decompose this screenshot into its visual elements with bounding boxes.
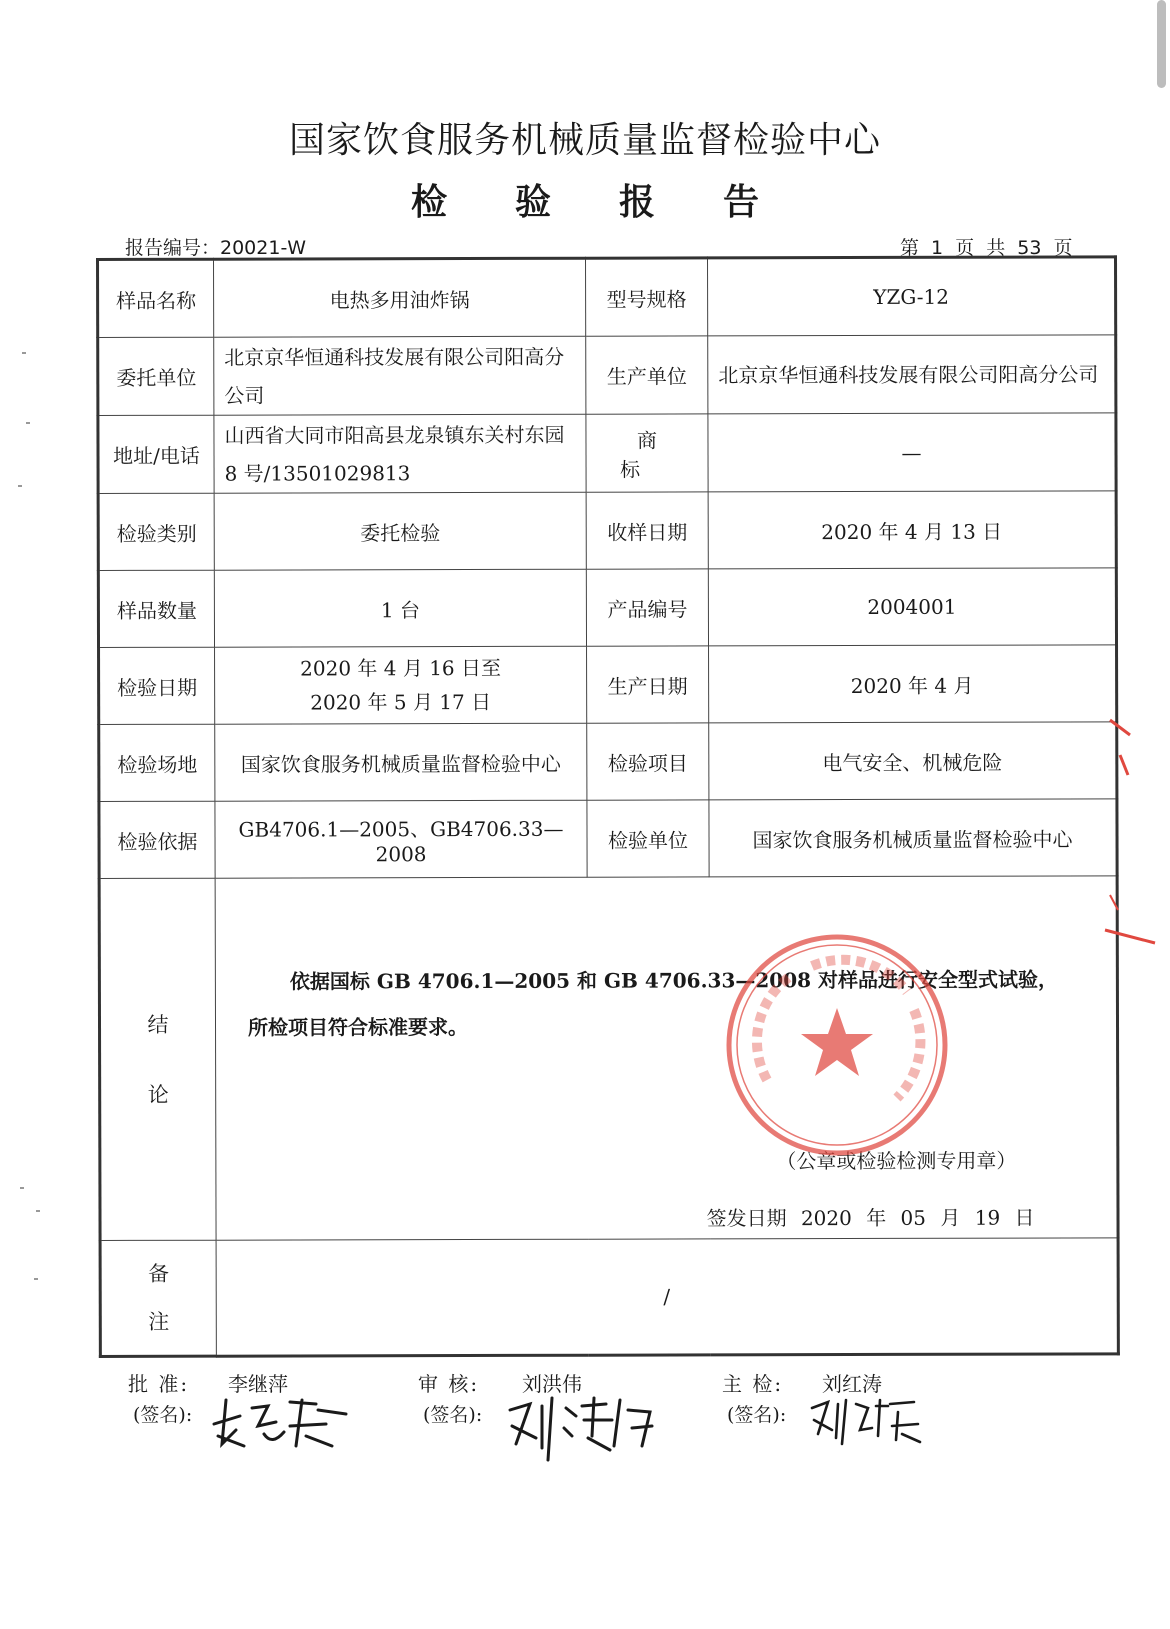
scan-speck (36, 1210, 40, 1212)
approve-handwritten-signature (206, 1386, 356, 1456)
model-value: YZG-12 (708, 257, 1116, 336)
sample-name-label: 样品名称 (98, 259, 214, 337)
doc-title: 检验报告 (410, 181, 827, 223)
table-row (99, 722, 1117, 802)
report-table (96, 255, 1120, 1358)
quantity-value: 1 台 (214, 569, 586, 647)
test-date-line2: 2020 年 5 月 17 日 (310, 689, 492, 715)
site-label: 检验场地 (99, 724, 215, 801)
page-info: 第 1 页 共 53 页 (900, 237, 1073, 259)
inspect-block (722, 1368, 982, 1468)
test-date-label: 检验日期 (99, 647, 215, 724)
basis-value: GB4706.1—2005、GB4706.33—2008 (215, 800, 587, 878)
table-row (100, 1238, 1118, 1357)
remark-label-2: 注 (148, 1309, 170, 1334)
scan-speck (22, 352, 26, 354)
unit-value: 国家饮食服务机械质量监督检验中心 (709, 799, 1117, 877)
table-row (98, 257, 1116, 338)
table-row (99, 799, 1117, 879)
table-row (98, 413, 1116, 494)
scan-speck (26, 422, 30, 424)
scrollbar[interactable] (1157, 0, 1166, 88)
inspect-role: 主 检: (722, 1372, 784, 1396)
table-row (99, 645, 1117, 725)
client-value: 北京京华恒通科技发展有限公司阳高分公司 (214, 336, 586, 415)
review-name: 刘洪伟 (522, 1372, 582, 1396)
receive-date-label: 收样日期 (586, 492, 708, 569)
receive-date-value: 2020 年 4 月 13 日 (708, 491, 1116, 569)
approve-role: 批 准: (128, 1372, 190, 1396)
client-label: 委托单位 (98, 337, 214, 415)
unit-label: 检验单位 (587, 800, 709, 877)
items-value: 电气安全、机械危险 (709, 722, 1117, 800)
seal-note: （公章或检验检测专用章） (776, 1148, 1017, 1174)
trademark-label: 商标 (586, 414, 708, 492)
table-row (98, 491, 1116, 571)
org-title: 国家饮食服务机械质量监督检验中心 (288, 120, 881, 161)
scan-speck (34, 1278, 38, 1280)
table-row (98, 568, 1116, 648)
test-date-line1: 2020 年 4 月 16 日至 (300, 655, 502, 681)
signature-area (0, 1368, 1170, 1468)
producer-value: 北京京华恒通科技发展有限公司阳高分公司 (708, 335, 1116, 414)
scan-speck (20, 1187, 24, 1189)
table-row (99, 876, 1118, 1241)
sample-name-value: 电热多用油炸锅 (214, 258, 586, 337)
model-label: 型号规格 (586, 258, 708, 336)
prod-date-label: 生产日期 (587, 646, 709, 723)
approve-name: 李继萍 (228, 1372, 288, 1396)
conclusion-cell (215, 876, 1118, 1240)
review-handwritten-signature (502, 1386, 662, 1464)
product-no-label: 产品编号 (586, 569, 708, 646)
inspect-sign-note: (签名): (727, 1404, 787, 1426)
review-sign-note: (签名): (423, 1404, 483, 1426)
approve-block (128, 1368, 408, 1468)
table-row (98, 335, 1116, 416)
issue-date: 签发日期 2020 年 05 月 19 日 (706, 1205, 1035, 1231)
items-label: 检验项目 (587, 723, 709, 800)
category-label: 检验类别 (98, 493, 214, 570)
address-value: 山西省大同市阳高县龙泉镇东关村东园8 号/13501029813 (214, 414, 586, 493)
remark-label (100, 1240, 216, 1356)
conclusion-label (99, 878, 216, 1240)
producer-label: 生产单位 (586, 336, 708, 414)
trademark-value: — (708, 413, 1116, 492)
site-value: 国家饮食服务机械质量监督检验中心 (215, 723, 587, 801)
review-block (418, 1368, 698, 1468)
review-role: 审 核: (418, 1372, 480, 1396)
report-number: 报告编号：20021-W (125, 237, 307, 259)
test-date-value (215, 646, 587, 724)
conclusion-label-2: 论 (147, 1082, 169, 1107)
scan-speck (18, 485, 22, 487)
category-value: 委托检验 (214, 492, 586, 570)
conclusion-label-1: 结 (147, 1012, 169, 1037)
remark-label-1: 备 (148, 1261, 170, 1286)
inspect-name: 刘红涛 (822, 1372, 882, 1396)
remark-value: / (216, 1238, 1118, 1356)
address-label: 地址/电话 (98, 415, 214, 493)
conclusion-text: 依据国标 GB 4706.1—2005 和 GB 4706.33—2008 对样品进行安全型式试验，所检项目符合标准要求。 (247, 967, 1059, 1040)
basis-label: 检验依据 (99, 801, 215, 878)
approve-sign-note: (签名): (133, 1404, 193, 1426)
inspect-handwritten-signature (806, 1386, 926, 1448)
prod-date-value: 2020 年 4 月 (709, 645, 1117, 723)
quantity-label: 样品数量 (98, 570, 214, 647)
product-no-value: 2004001 (708, 568, 1116, 646)
